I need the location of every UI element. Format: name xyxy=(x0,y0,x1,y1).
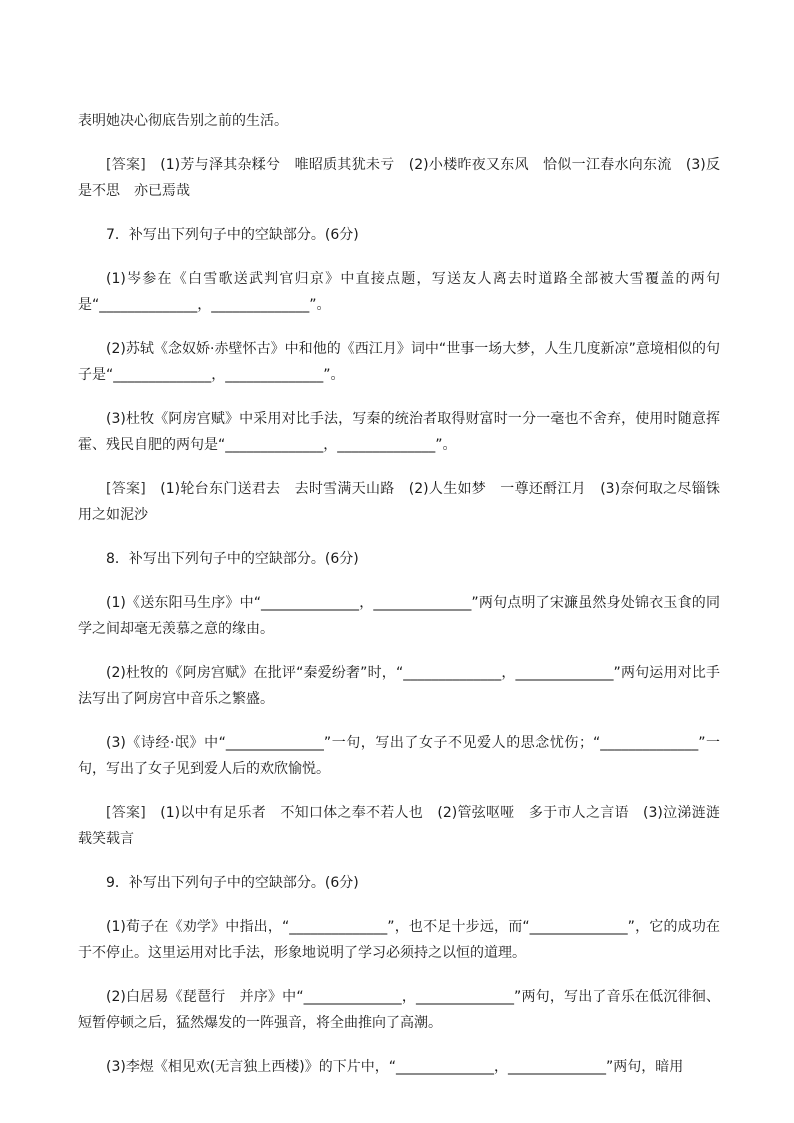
answer-label: [答案] xyxy=(106,805,146,821)
answer-8 xyxy=(78,800,734,852)
answer-text: (1)轮台东门送君去 去时雪满天山路 (2)人生如梦 一尊还酹江月 (3)奈何取之尽锱铢 用之如泥沙 xyxy=(78,481,734,523)
answer-label: [答案] xyxy=(106,481,146,497)
question-8-title: 8．补写出下列句子中的空缺部分。(6分) xyxy=(106,551,359,567)
answer-6 xyxy=(78,152,720,204)
question-8-item-3: (3)《诗经·氓》中“______________”一句，写出了女子不见爱人的思念忧伤；“______________”一句，写出了女子见到爱人后的欢欣愉悦。 xyxy=(78,735,720,777)
answer-text: (1)芳与泽其杂糅兮 唯昭质其犹未亏 (2)小楼昨夜又东风 恰似一江春水向东流 (3)反是不思 亦已焉哉 xyxy=(78,157,720,199)
question-8-item-2: (2)杜牧的《阿房宫赋》在批评“秦爱纷奢”时，“______________，______________”两句运用对比手法写出了阿房宫中音乐之繁盛。 xyxy=(78,665,720,707)
document-page xyxy=(78,108,734,1080)
question-9-item-1: (1)荀子在《劝学》中指出，“______________”，也不足十步远，而“______________”，它的成功在于不停止。这里运用对比手法，形象地说明了学习必须持之以恒的道理。 xyxy=(78,919,720,961)
question-7-item-3: (3)杜牧《阿房宫赋》中采用对比手法，写秦的统治者取得财富时一分一毫也不舍弃，使用时随意挥霍、残民自肥的两句是“______________，______________”。 xyxy=(78,411,720,453)
question-9-item-2: (2)白居易《琵琶行 并序》中“______________，______________”两句，写出了音乐在低沉徘徊、短暂停顿之后，猛然爆发的一阵强音，将全曲推向了高潮。 xyxy=(78,989,720,1031)
question-7-item-2: (2)苏轼《念奴娇·赤壁怀古》中和他的《西江月》词中“世事一场大梦，人生几度新凉”意境相似的句子是“______________，______________”。 xyxy=(78,341,720,383)
question-9-item-3: (3)李煜《相见欢(无言独上西楼)》的下片中，“______________，______________”两句，暗用 xyxy=(106,1059,684,1075)
question-7-item-1: (1)岑参在《白雪歌送武判官归京》中直接点题，写送友人离去时道路全部被大雪覆盖的两句是“______________，______________”。 xyxy=(78,271,720,313)
intro-text: 表明她决心彻底告别之前的生活。 xyxy=(78,113,288,129)
question-8-item-1: (1)《送东阳马生序》中“______________，______________”两句点明了宋濂虽然身处锦衣玉食的同学之间却毫无羡慕之意的缘由。 xyxy=(78,595,720,637)
question-9-title: 9．补写出下列句子中的空缺部分。(6分) xyxy=(106,875,359,891)
answer-text: (1)以中有足乐者 不知口体之奉不若人也 (2)管弦呕哑 多于市人之言语 (3)泣涕涟涟 载笑载言 xyxy=(78,805,734,847)
answer-label: [答案] xyxy=(106,157,146,173)
answer-7 xyxy=(78,476,734,528)
question-7-title: 7．补写出下列句子中的空缺部分。(6分) xyxy=(106,227,359,243)
